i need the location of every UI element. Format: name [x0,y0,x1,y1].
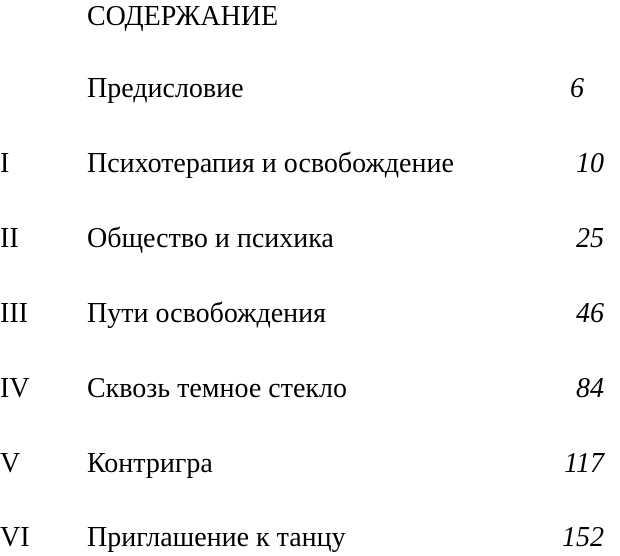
toc-entry [0,372,620,406]
chapter-numeral: III [0,298,28,329]
chapter-numeral: I [0,148,10,179]
toc-entry [0,147,620,181]
page-number: 84 [576,373,604,404]
chapter-title: Предисловие [87,73,244,104]
toc-entry [0,72,620,106]
toc-heading: СОДЕРЖАНИЕ [87,1,279,32]
page-number: 46 [576,298,604,329]
toc-entry [0,521,620,555]
chapter-numeral: II [0,223,19,254]
chapter-numeral: IV [0,373,30,404]
chapter-title: Психотерапия и освобождение [87,148,454,179]
chapter-numeral: V [0,448,21,479]
chapter-title: Приглашение к танцу [87,522,346,553]
toc-entry [0,447,620,481]
page-number: 10 [576,148,604,179]
page-number: 6 [570,73,584,104]
toc-entry [0,297,620,331]
chapter-title: Сквозь темное стекло [87,373,347,404]
toc-entry [0,222,620,256]
chapter-title: Контригра [87,448,213,479]
chapter-numeral: VI [0,522,30,553]
page-number: 152 [562,522,604,553]
chapter-title: Общество и психика [87,223,334,254]
page-number: 25 [576,223,604,254]
chapter-title: Пути освобождения [87,298,327,329]
page-number: 117 [564,448,604,479]
